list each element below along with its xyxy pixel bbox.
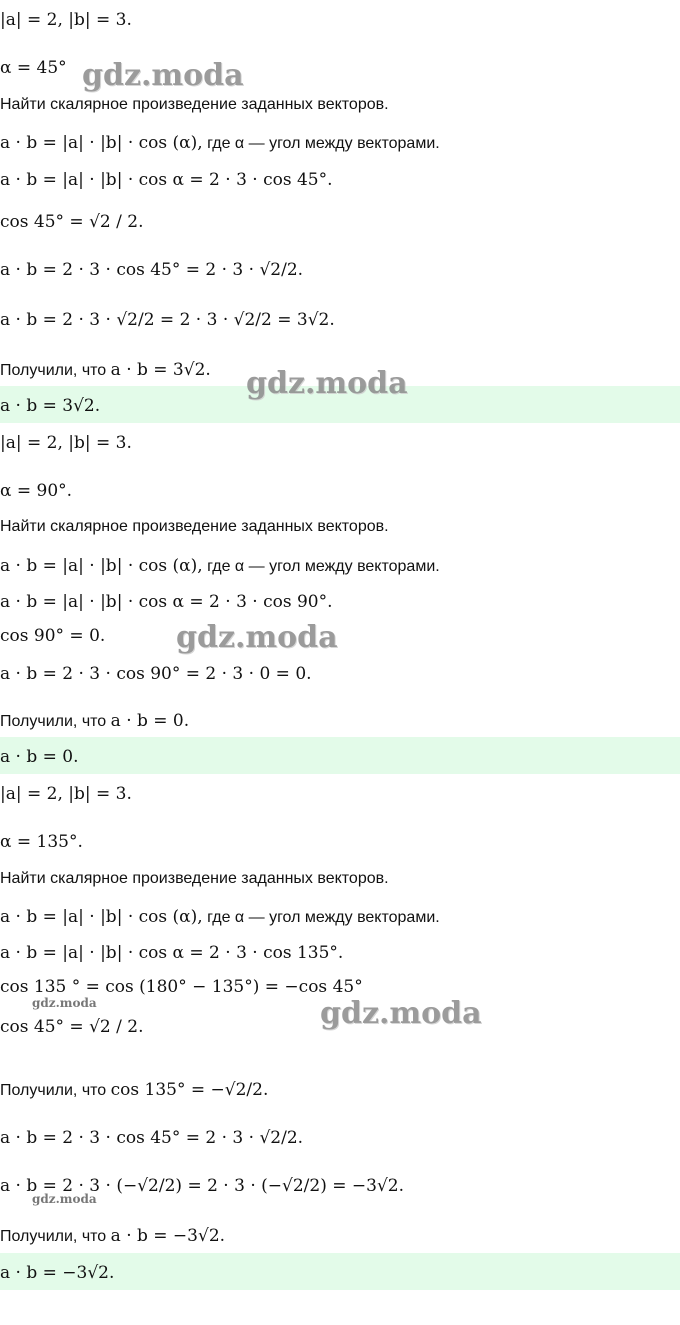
step-1-4: a · b = 2 · 3 · √2/2 = 2 · 3 · √2/2 = 3√2. <box>0 310 335 330</box>
result-mid-3-prefix: Получили, что <box>0 1082 107 1099</box>
result-mid-3 <box>0 1080 268 1100</box>
formula-3 <box>0 907 440 927</box>
result-3 <box>0 1226 225 1246</box>
watermark-logo: gdz.moda <box>320 996 482 1031</box>
result-3-math: a · b = −3√2. <box>110 1226 226 1246</box>
step-3-2: cos 135 ° = cos (180° − 135°) = −cos 45° <box>0 977 363 997</box>
result-1-prefix: Получили, что <box>0 362 107 379</box>
alpha-3: α = 135°. <box>0 832 83 852</box>
alpha-1: α = 45° <box>0 58 67 78</box>
result-mid-3-math: cos 135° = −√2/2. <box>110 1080 269 1100</box>
result-3-prefix: Получили, что <box>0 1228 107 1245</box>
formula-3-text: где α — угол между векторами. <box>207 909 440 926</box>
task-2: Найти скалярное произведение заданных векторов. <box>0 518 389 535</box>
watermark-logo: gdz.moda <box>176 620 338 655</box>
step-2-1: a · b = |a| · |b| · cos α = 2 · 3 · cos 90°. <box>0 592 333 612</box>
result-1-math: a · b = 3√2. <box>110 360 211 380</box>
answer-2: a · b = 0. <box>0 747 79 767</box>
step-1-3: a · b = 2 · 3 · cos 45° = 2 · 3 · √2/2. <box>0 260 304 280</box>
step-2-2: cos 90° = 0. <box>0 626 106 646</box>
step-3-1: a · b = |a| · |b| · cos α = 2 · 3 · cos 135°. <box>0 943 344 963</box>
formula-2-text: где α — угол между векторами. <box>207 558 440 575</box>
formula-2-math: a · b = |a| · |b| · cos (α), <box>0 556 203 576</box>
formula-1-text: где α — угол между векторами. <box>207 135 440 152</box>
step-1-1: a · b = |a| · |b| · cos α = 2 · 3 · cos 45°. <box>0 170 333 190</box>
answer-3: a · b = −3√2. <box>0 1263 115 1283</box>
result-2-prefix: Получили, что <box>0 713 107 730</box>
step-3-5: a · b = 2 · 3 · (−√2/2) = 2 · 3 · (−√2/2) = −3√2. <box>0 1176 405 1196</box>
watermark-small: gdz.moda <box>32 1192 97 1206</box>
given-1: |a| = 2, |b| = 3. <box>0 10 132 30</box>
result-2-math: a · b = 0. <box>110 711 190 731</box>
task-3: Найти скалярное произведение заданных векторов. <box>0 870 389 887</box>
formula-2 <box>0 556 440 576</box>
answer-highlight-2 <box>0 737 680 774</box>
result-1 <box>0 360 211 380</box>
watermark-logo: gdz.moda <box>82 58 244 93</box>
watermark-small: gdz.moda <box>32 996 97 1010</box>
step-3-4: a · b = 2 · 3 · cos 45° = 2 · 3 · √2/2. <box>0 1128 304 1148</box>
given-3: |a| = 2, |b| = 3. <box>0 784 132 804</box>
formula-1 <box>0 133 440 153</box>
step-1-2: cos 45° = √2 / 2. <box>0 212 144 232</box>
watermark-logo: gdz.moda <box>246 366 408 401</box>
task-1: Найти скалярное произведение заданных векторов. <box>0 96 389 113</box>
step-3-3: cos 45° = √2 / 2. <box>0 1017 144 1037</box>
alpha-2: α = 90°. <box>0 481 73 501</box>
given-2: |a| = 2, |b| = 3. <box>0 433 132 453</box>
formula-3-math: a · b = |a| · |b| · cos (α), <box>0 907 203 927</box>
result-2 <box>0 711 189 731</box>
step-2-3: a · b = 2 · 3 · cos 90° = 2 · 3 · 0 = 0. <box>0 664 312 684</box>
answer-1: a · b = 3√2. <box>0 396 101 416</box>
formula-1-math: a · b = |a| · |b| · cos (α), <box>0 133 203 153</box>
